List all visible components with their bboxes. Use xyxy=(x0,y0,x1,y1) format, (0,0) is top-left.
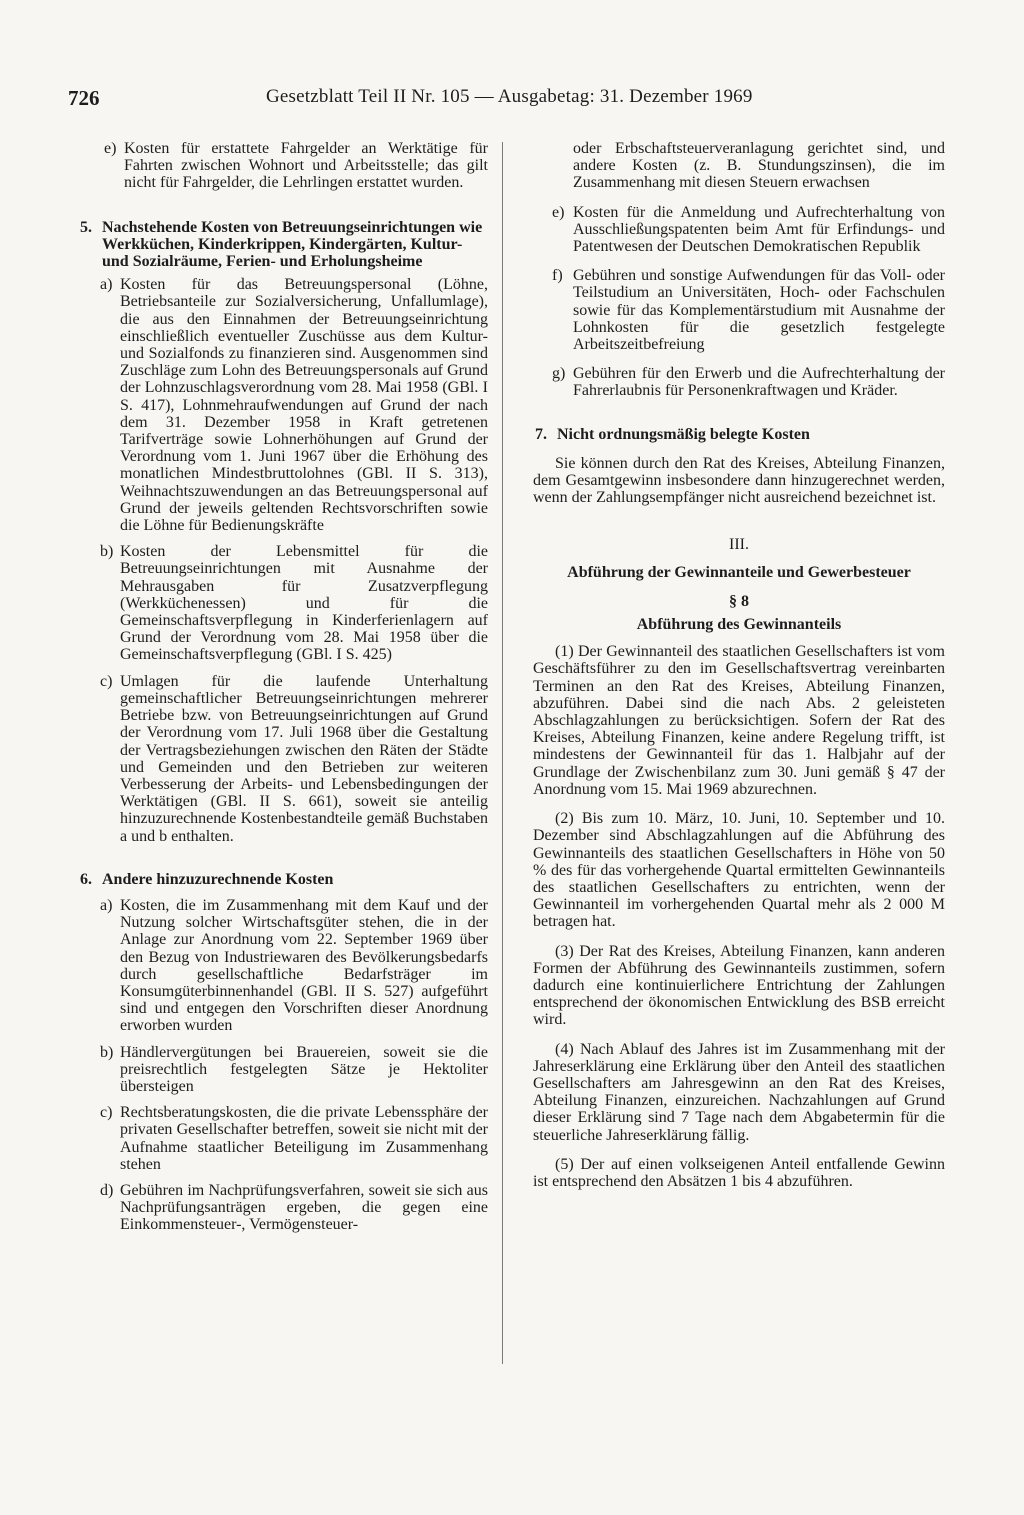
item-text: Kosten, die im Zusammenhang mit dem Kauf und der Nutzung solcher Wirtschaftsgüter stehen, die in der Anlage zur Anordnung vom 22. September 1969 über den Bezug von Industriewaren des Bevölkerungsbedarfs durch gesellschaftliche Bedarfsträger im Konsumgüterbinnenhandel (GBl. II S. 527) aufgeführt sind und entgegen den Vorschriften dieser Anordnung erworben wurden xyxy=(120,896,488,1035)
item-label: c) xyxy=(100,672,113,690)
section-5 xyxy=(78,219,488,271)
item-label: g) xyxy=(552,365,566,383)
list-item xyxy=(82,140,488,192)
section-heading: Nachstehende Kosten von Betreuungseinrichtungen wie Werkküchen, Kinderkrippen, Kindergärten, Kultur- und Sozialräume, Ferien- und Erholungsheime xyxy=(102,218,483,271)
left-column xyxy=(78,140,488,1234)
list-item xyxy=(78,276,488,534)
paragraph-sign: § 8 xyxy=(729,592,749,610)
item-text: Gebühren für den Erwerb und die Aufrechterhaltung der Fahrerlaubnis für Personenkraftwagen und Kräder. xyxy=(573,365,945,400)
section-number: 7. xyxy=(535,425,547,443)
list-item xyxy=(533,204,945,256)
item-text: Kosten für das Betreuungspersonal (Löhne, Betriebsanteile zur Sozialversicherung, Unfallumlage), die aus den Einnahmen der Betreuungseinrichtung einschließlich eventueller Zuschüsse aus dem Kultur- und Sozialfonds zu finanzieren sind. Ausgenommen sind Zuschläge zum Lohn des Betreuungspersonals auf Grund der Lohnzuschlagsverordnung vom 28. Mai 1958 (GBl. I S. 417), Lohnmehraufwendungen auf Grund der nach dem 31. Dezember 1958 in Kraft getretenen Tarifverträge sowie Lohnerhöhungen auf Grund der Verordnung vom 1. Juni 1967 über die Erhöhung des monatlichen Mindestbruttolohnes (GBl. II S. 313), Weihnachtszuwendungen an das Betreuungspersonal auf Grund der jeweils geltenden Rechtsvorschriften sowie die Löhne für Bedienungskräfte xyxy=(120,276,488,535)
item-label: a) xyxy=(100,276,113,294)
list-item xyxy=(533,365,945,399)
item-text: Gebühren im Nachprüfungsverfahren, soweit sie sich aus Nachprüfungsanträgen ergeben, die gegen eine Einkommensteuer-, Vermögensteuer- xyxy=(120,1181,488,1234)
right-column xyxy=(533,140,945,1190)
item-text: Händlervergütungen bei Brauereien, soweit sie die preisrechtlich festgelegten Sätze je Hektoliter übersteigen xyxy=(120,1043,488,1095)
paragraph-text: (4) Nach Ablauf des Jahres ist im Zusammenhang mit der Jahreserklärung eine Erklärung über den Anteil des staatlichen Gesellschafters am Jahresgewinn an den Rat des Kreises, Abteilung Finanzen, einzureichen. Nachzahlungen auf Grund dieser Erklärung sind 7 Tage nach dem Abgabetermin für die steuerliche Jahreserklärung fällig. xyxy=(533,1040,945,1144)
list-item xyxy=(78,1182,488,1234)
part-number: III. xyxy=(729,536,749,554)
list-item xyxy=(78,543,488,663)
item-text: Rechtsberatungskosten, die die private Lebenssphäre der privaten Gesellschafter betreffen, soweit sie nicht mit der Aufnahme staatlicher Beteiligung im Zusammenhang stehen xyxy=(120,1104,488,1173)
list-item xyxy=(533,267,945,353)
item-text: Umlagen für die laufende Unterhaltung gemeinschaftlicher Betreuungseinrichtungen mehrerer Betriebe bzw. von Betreuungseinrichtungen auf Grund der Verordnung vom 17. Juli 1968 über die Gestaltung der Vertragsbeziehungen zwischen den Räten der Städte und Gemeinden und den Betrieben zur weiteren Verbesserung der Arbeits- und Lebensbedingungen der Werktätigen (GBl. II S. 661), soweit sie anteilig hinzuzurechnende Kostenbestandteile gemäß Buchstaben a und b enthalten. xyxy=(120,672,488,845)
part-title: Abführung der Gewinnanteile und Gewerbesteuer xyxy=(567,563,911,581)
item-label: e) xyxy=(552,203,565,221)
list-item xyxy=(78,1044,488,1096)
continuation-text: oder Erbschaftsteuerveranlagung gerichtet sind, und andere Kosten (z. B. Stundungszinsen), die im Zusammenhang mit diesen Steuern erwachsen xyxy=(573,140,945,192)
item-label: b) xyxy=(100,543,114,561)
section-number: 5. xyxy=(80,218,92,236)
paragraph-text: (2) Bis zum 10. März, 10. Juni, 10. September und 10. Dezember sind Abschlagzahlungen auf die Abführung des Gewinnanteils des staatlichen Gesellschafters in Höhe von 50 % des für das vorhergehende Quartal ermittelten Gewinnanteils des staatlichen Gesellschafters zu entrichten, wenn der Gewinnanteil im vorhergehenden Quartal mehr als 2 000 M betragen hat. xyxy=(533,810,945,931)
paragraph-text: (1) Der Gewinnanteil des staatlichen Gesellschafters ist vom Geschäftsführer zu den im Gesellschaftsvertrag vereinbarten Terminen an den Rat des Kreises, Abteilung Finanzen, abzuführen. Dabei sind die nach Abs. 2 geleisteten Abschlagzahlungen zu berücksichtigen. Sofern der Rat des Kreises, Abteilung Finanzen, keine andere Regelung trifft, ist mindestens der Gewinnanteil für das 1. Halbjahr auf der Grundlage der Zwischenbilanz zum 30. Juni gemäß § 47 der Anordnung vom 15. Mai 1969 abzurechnen. xyxy=(533,643,945,798)
section-heading: Nicht ordnungsmäßig belegte Kosten xyxy=(557,425,810,443)
item-label: a) xyxy=(100,896,113,914)
list-item xyxy=(78,673,488,845)
section-6 xyxy=(78,871,488,888)
paragraph-title: Abführung des Gewinnanteils xyxy=(636,616,842,634)
item-label: c) xyxy=(100,1104,113,1122)
item-label: f) xyxy=(552,267,563,285)
item-text: Kosten für erstattete Fahrgelder an Werktätige für Fahrten zwischen Wohnort und Arbeitsstelle; das gilt nicht für Fahrgelder, die Lehrlingen erstattet wurden. xyxy=(124,140,488,192)
page-header xyxy=(68,86,948,116)
item-text: Kosten der Lebensmittel für die Betreuungseinrichtungen mit Ausnahme der Mehrausgaben für Zusatzverpflegung (Werkküchenessen) und für die Gemeinschaftsverpflegung in Kinderferienlagern auf Grund der Verordnung vom 28. Mai 1958 über die Gemeinschaftsverpflegung (GBl. I S. 425) xyxy=(120,543,488,664)
section-heading: Andere hinzuzurechnende Kosten xyxy=(102,870,334,888)
item-label: e) xyxy=(104,140,117,157)
paragraph-text: (5) Der auf einen volkseigenen Anteil entfallende Gewinn ist entsprechend den Absätzen 1 bis 4 abzuführen. xyxy=(533,1155,945,1190)
section-7 xyxy=(533,426,945,443)
item-text: Gebühren und sonstige Aufwendungen für das Voll- oder Teilstudium an Universitäten, Hoch- oder Fachschulen sowie für das Komplementärstudium mit Ausnahme der Lohnkosten für die gesetzlich festgelegte Arbeitszeitbefreiung xyxy=(573,267,945,354)
section-text: Sie können durch den Rat des Kreises, Abteilung Finanzen, dem Gesamtgewinn insbesondere dann hinzugerechnet werden, wenn der Zahlungsempfänger nicht ausreichend bezeichnet ist. xyxy=(533,454,945,507)
list-item xyxy=(78,1104,488,1173)
page-number: 726 xyxy=(68,86,100,110)
item-label: d) xyxy=(100,1181,114,1199)
section-number: 6. xyxy=(80,870,92,888)
paragraph-text: (3) Der Rat des Kreises, Abteilung Finanzen, kann anderen Formen der Abführung des Gewinnanteils zustimmen, sofern dadurch eine kontinuierlichere Entrichtung der Zahlungen entsprechend der ökonomischen Entwicklung des BSB erreicht wird. xyxy=(533,942,945,1029)
item-label: b) xyxy=(100,1043,114,1061)
running-title: Gesetzblatt Teil II Nr. 105 — Ausgabetag: 31. Dezember 1969 xyxy=(266,86,753,107)
column-divider xyxy=(502,142,503,1364)
list-item xyxy=(78,897,488,1035)
item-text: Kosten für die Anmeldung und Aufrechterhaltung von Ausschließungspatenten beim Amt für Erfindungs- und Patentwesen der Deutschen Demokratischen Republik xyxy=(573,203,945,256)
